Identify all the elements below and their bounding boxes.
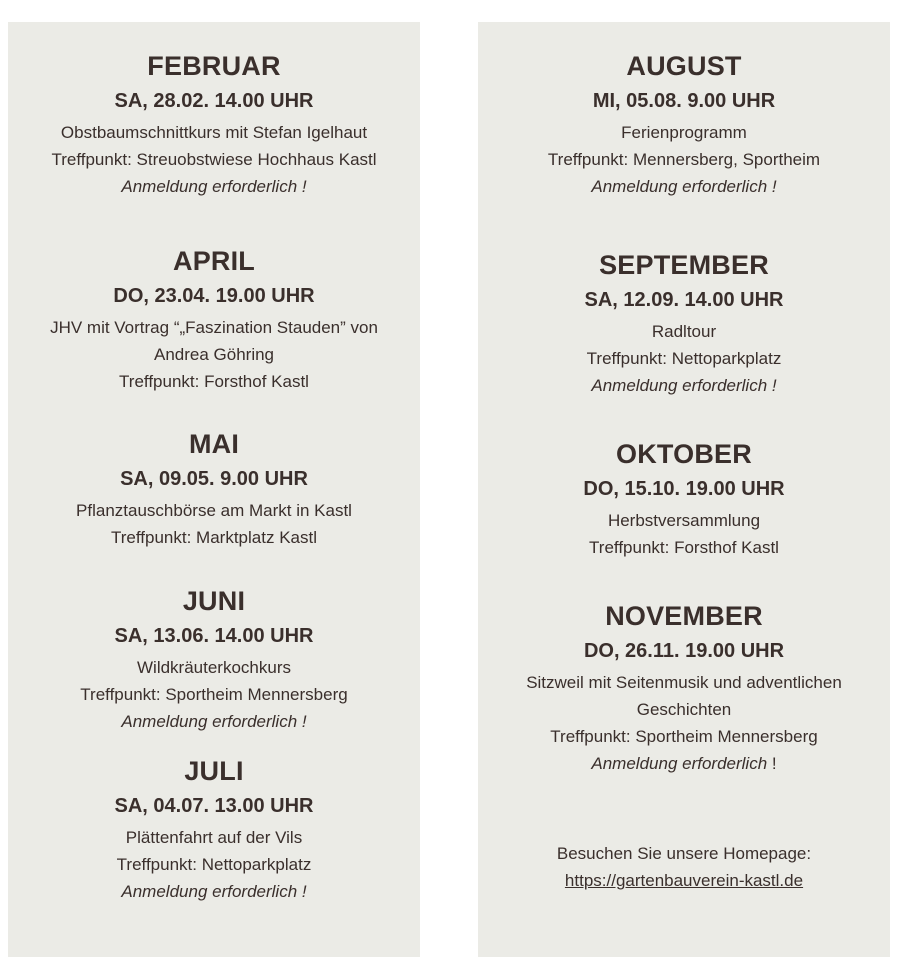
month-heading: JULI xyxy=(184,756,244,786)
event-title: Wildkräuterkochkurs xyxy=(137,658,291,677)
registration-note: Anmeldung erforderlich ! xyxy=(591,177,777,196)
event-august xyxy=(478,50,890,200)
event-datetime: DO, 23.04. 19.00 UHR xyxy=(113,285,315,307)
event-meeting-point: Treffpunkt: Sportheim Mennersberg xyxy=(80,685,348,704)
month-heading: FEBRUAR xyxy=(147,51,281,81)
month-heading: NOVEMBER xyxy=(605,601,763,631)
registration-note-text: Anmeldung erforderlich xyxy=(591,754,768,773)
event-datetime: SA, 28.02. 14.00 UHR xyxy=(114,90,314,112)
event-june xyxy=(8,585,420,735)
event-meeting-point: Treffpunkt: Forsthof Kastl xyxy=(589,538,779,557)
event-meeting-point: Treffpunkt: Streuobstwiese Hochhaus Kastl xyxy=(51,150,377,169)
left-column xyxy=(8,22,420,957)
event-april xyxy=(8,245,420,395)
event-october xyxy=(478,438,890,561)
event-datetime: SA, 13.06. 14.00 UHR xyxy=(114,625,314,647)
event-november xyxy=(478,600,890,777)
event-february xyxy=(8,50,420,200)
event-title: Radltour xyxy=(651,322,717,341)
event-datetime: DO, 26.11. 19.00 UHR xyxy=(583,640,785,662)
registration-note: Anmeldung erforderlich ! xyxy=(121,177,307,196)
event-meeting-point: Treffpunkt: Marktplatz Kastl xyxy=(111,528,317,547)
event-datetime: SA, 04.07. 13.00 UHR xyxy=(114,795,314,817)
event-title: Ferienprogramm xyxy=(621,123,747,142)
event-datetime: DO, 15.10. 19.00 UHR xyxy=(583,478,785,500)
event-title: Obstbaumschnittkurs mit Stefan Igelhaut xyxy=(60,123,368,142)
event-title: Sitzweil mit Seitenmusik und adventlichen xyxy=(526,673,842,692)
event-datetime: SA, 09.05. 9.00 UHR xyxy=(120,468,308,490)
month-heading: SEPTEMBER xyxy=(599,250,769,280)
event-title: JHV mit Vortrag “„Faszination Stauden” von xyxy=(50,318,378,337)
event-title: Pflanztauschbörse am Markt in Kastl xyxy=(76,501,352,520)
event-september xyxy=(478,249,890,399)
month-heading: JUNI xyxy=(182,586,246,616)
registration-note: Anmeldung erforderlich ! xyxy=(121,882,307,901)
event-meeting-point: Treffpunkt: Forsthof Kastl xyxy=(119,372,309,391)
registration-note-mark: ! xyxy=(767,754,777,773)
registration-note: Anmeldung erforderlich ! xyxy=(121,712,307,731)
event-title-continued: Geschichten xyxy=(636,700,732,719)
homepage-label: Besuchen Sie unsere Homepage: xyxy=(556,844,812,863)
event-meeting-point: Treffpunkt: Sportheim Mennersberg xyxy=(550,727,818,746)
homepage-link[interactable]: https://gartenbauverein-kastl.de xyxy=(564,871,804,890)
event-meeting-point: Treffpunkt: Mennersberg, Sportheim xyxy=(547,150,821,169)
right-column xyxy=(478,22,890,957)
registration-note: Anmeldung erforderlich ! xyxy=(591,376,777,395)
event-title: Herbstversammlung xyxy=(607,511,761,530)
homepage-info xyxy=(478,840,890,894)
event-title: Plättenfahrt auf der Vils xyxy=(125,828,303,847)
event-datetime: SA, 12.09. 14.00 UHR xyxy=(584,289,784,311)
event-datetime: MI, 05.08. 9.00 UHR xyxy=(592,90,776,112)
event-july xyxy=(8,755,420,905)
event-may xyxy=(8,428,420,551)
registration-note xyxy=(478,750,890,777)
month-heading: OKTOBER xyxy=(616,439,752,469)
event-title-continued: Andrea Göhring xyxy=(153,345,275,364)
month-heading: AUGUST xyxy=(626,51,742,81)
event-meeting-point: Treffpunkt: Nettoparkplatz xyxy=(586,349,782,368)
event-meeting-point: Treffpunkt: Nettoparkplatz xyxy=(116,855,312,874)
month-heading: MAI xyxy=(188,429,240,459)
month-heading: APRIL xyxy=(173,246,255,276)
